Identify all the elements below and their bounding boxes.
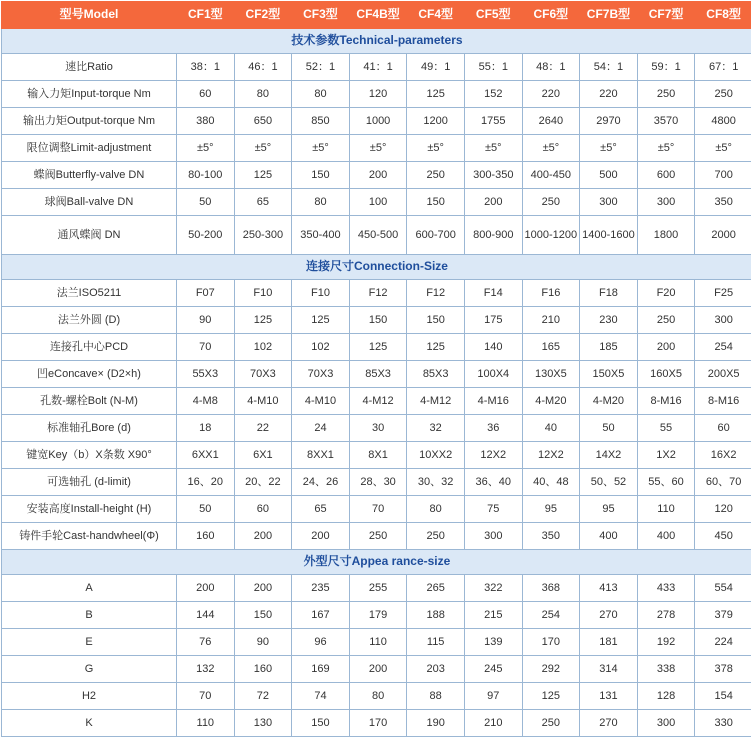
table-cell: 250 — [522, 189, 580, 216]
table-row — [2, 602, 751, 629]
table-cell: F14 — [464, 280, 522, 307]
table-cell: 292 — [522, 656, 580, 683]
table-cell: 144 — [177, 602, 235, 629]
table-cell: 6XX1 — [177, 442, 235, 469]
table-cell: 200 — [464, 189, 522, 216]
table-cell: 115 — [407, 629, 465, 656]
table-cell: F07 — [177, 280, 235, 307]
table-row — [2, 710, 751, 737]
table-cell: 250 — [695, 81, 751, 108]
table-cell: 50 — [177, 189, 235, 216]
table-cell: 152 — [464, 81, 522, 108]
table-cell: 203 — [407, 656, 465, 683]
table-cell: 338 — [637, 656, 695, 683]
table-cell: 40、48 — [522, 469, 580, 496]
table-cell: 54：1 — [580, 54, 638, 81]
table-row — [2, 442, 751, 469]
table-cell: 24、26 — [292, 469, 350, 496]
column-header-7: CF6型 — [522, 2, 580, 29]
table-cell: 250-300 — [234, 216, 292, 255]
table-cell: 4800 — [695, 108, 751, 135]
table-cell: 30 — [349, 415, 407, 442]
table-cell: 300-350 — [464, 162, 522, 189]
section-title: 技术参数Technical-parameters — [2, 29, 751, 54]
table-cell: 600-700 — [407, 216, 465, 255]
table-cell: 1000-1200 — [522, 216, 580, 255]
table-cell: 4-M20 — [522, 388, 580, 415]
table-cell: 179 — [349, 602, 407, 629]
specifications-table — [1, 1, 751, 737]
table-cell: 130X5 — [522, 361, 580, 388]
row-label: G — [2, 656, 177, 683]
table-cell: ±5° — [292, 135, 350, 162]
table-cell: 8-M16 — [637, 388, 695, 415]
table-cell: 192 — [637, 629, 695, 656]
table-cell: F10 — [292, 280, 350, 307]
table-cell: 110 — [349, 629, 407, 656]
table-cell: 100X4 — [464, 361, 522, 388]
table-cell: 60 — [177, 81, 235, 108]
table-cell: 150 — [234, 602, 292, 629]
table-cell: 28、30 — [349, 469, 407, 496]
table-cell: 36、40 — [464, 469, 522, 496]
table-row — [2, 629, 751, 656]
table-cell: 170 — [349, 710, 407, 737]
row-label: 限位调整Limit-adjustment — [2, 135, 177, 162]
table-cell: F16 — [522, 280, 580, 307]
table-cell: ±5° — [349, 135, 407, 162]
table-cell: 120 — [349, 81, 407, 108]
table-cell: 165 — [522, 334, 580, 361]
table-cell: 200 — [177, 575, 235, 602]
table-row — [2, 307, 751, 334]
table-cell: 300 — [580, 189, 638, 216]
table-cell: 2000 — [695, 216, 751, 255]
table-cell: 150 — [292, 162, 350, 189]
table-cell: 14X2 — [580, 442, 638, 469]
table-row — [2, 388, 751, 415]
table-cell: 150 — [407, 189, 465, 216]
row-label: 连接孔中心PCD — [2, 334, 177, 361]
table-cell: 350 — [522, 523, 580, 550]
table-cell: ±5° — [234, 135, 292, 162]
row-label: 凹еConcave× (D2×h) — [2, 361, 177, 388]
table-cell: 76 — [177, 629, 235, 656]
table-cell: 60 — [695, 415, 751, 442]
table-row — [2, 280, 751, 307]
table-cell: 200 — [234, 523, 292, 550]
table-cell: 450-500 — [349, 216, 407, 255]
table-cell: 210 — [464, 710, 522, 737]
table-cell: 160 — [234, 656, 292, 683]
table-cell: 110 — [177, 710, 235, 737]
table-cell: 70 — [177, 683, 235, 710]
table-cell: 49：1 — [407, 54, 465, 81]
row-label: 可选轴孔 (d-limit) — [2, 469, 177, 496]
table-cell: 250 — [522, 710, 580, 737]
table-cell: 80 — [407, 496, 465, 523]
table-cell: 181 — [580, 629, 638, 656]
table-cell: 55X3 — [177, 361, 235, 388]
table-row — [2, 575, 751, 602]
table-cell: 70 — [177, 334, 235, 361]
column-header-2: CF2型 — [234, 2, 292, 29]
section-title: 外型尺寸Appea rance-size — [2, 550, 751, 575]
table-cell: 1X2 — [637, 442, 695, 469]
table-cell: 125 — [234, 162, 292, 189]
table-cell: 90 — [177, 307, 235, 334]
table-cell: 250 — [637, 81, 695, 108]
table-cell: 330 — [695, 710, 751, 737]
table-cell: 160 — [177, 523, 235, 550]
row-label: 铸件手轮Cast-handwheel(Φ) — [2, 523, 177, 550]
table-cell: 200 — [349, 162, 407, 189]
table-cell: 125 — [349, 334, 407, 361]
table-cell: 50 — [177, 496, 235, 523]
table-cell: 72 — [234, 683, 292, 710]
table-cell: 85X3 — [407, 361, 465, 388]
table-cell: 250 — [349, 523, 407, 550]
row-label: 孔数-螺栓Bolt (N-M) — [2, 388, 177, 415]
table-cell: 16、20 — [177, 469, 235, 496]
table-cell: 270 — [580, 710, 638, 737]
table-cell: 75 — [464, 496, 522, 523]
table-cell: ±5° — [580, 135, 638, 162]
table-cell: ±5° — [464, 135, 522, 162]
table-cell: 278 — [637, 602, 695, 629]
table-cell: 120 — [695, 496, 751, 523]
table-cell: 67：1 — [695, 54, 751, 81]
table-row — [2, 415, 751, 442]
row-label: 通风蝶阀 DN — [2, 216, 177, 255]
table-cell: 150 — [407, 307, 465, 334]
table-cell: 160X5 — [637, 361, 695, 388]
table-cell: 1755 — [464, 108, 522, 135]
table-cell: 150X5 — [580, 361, 638, 388]
table-cell: 170 — [522, 629, 580, 656]
table-cell: 96 — [292, 629, 350, 656]
table-cell: 16X2 — [695, 442, 751, 469]
table-cell: 50-200 — [177, 216, 235, 255]
table-cell: 200 — [292, 523, 350, 550]
table-cell: 413 — [580, 575, 638, 602]
table-cell: 1200 — [407, 108, 465, 135]
table-cell: 4-M8 — [177, 388, 235, 415]
table-cell: 314 — [580, 656, 638, 683]
table-cell: 125 — [522, 683, 580, 710]
table-cell: 55 — [637, 415, 695, 442]
column-header-9: CF7型 — [637, 2, 695, 29]
table-cell: 270 — [580, 602, 638, 629]
column-header-8: CF7B型 — [580, 2, 638, 29]
table-cell: 200X5 — [695, 361, 751, 388]
table-cell: 40 — [522, 415, 580, 442]
table-cell: 200 — [234, 575, 292, 602]
table-cell: 22 — [234, 415, 292, 442]
table-cell: 10XX2 — [407, 442, 465, 469]
column-header-5: CF4型 — [407, 2, 465, 29]
table-row — [2, 656, 751, 683]
table-cell: 4-M12 — [407, 388, 465, 415]
table-cell: 450 — [695, 523, 751, 550]
table-row — [2, 469, 751, 496]
table-cell: 100 — [349, 189, 407, 216]
table-cell: 215 — [464, 602, 522, 629]
table-cell: 12X2 — [522, 442, 580, 469]
table-cell: 4-M12 — [349, 388, 407, 415]
table-cell: 190 — [407, 710, 465, 737]
table-cell: 2970 — [580, 108, 638, 135]
table-cell: 368 — [522, 575, 580, 602]
table-cell: 300 — [464, 523, 522, 550]
table-cell: ±5° — [522, 135, 580, 162]
table-cell: 130 — [234, 710, 292, 737]
table-cell: 400-450 — [522, 162, 580, 189]
table-cell: 220 — [522, 81, 580, 108]
table-cell: 700 — [695, 162, 751, 189]
row-label: 输入力矩Input-torque Nm — [2, 81, 177, 108]
table-cell: 650 — [234, 108, 292, 135]
section-title: 连接尺寸Connection-Size — [2, 255, 751, 280]
table-cell: 95 — [580, 496, 638, 523]
table-cell: 8-M16 — [695, 388, 751, 415]
table-cell: 48：1 — [522, 54, 580, 81]
table-cell: 235 — [292, 575, 350, 602]
column-header-model: 型号Model — [2, 2, 177, 29]
section-band-row — [2, 550, 751, 575]
table-cell: 245 — [464, 656, 522, 683]
table-cell: 250 — [407, 162, 465, 189]
table-cell: 1000 — [349, 108, 407, 135]
table-cell: 20、22 — [234, 469, 292, 496]
table-cell: 433 — [637, 575, 695, 602]
table-cell: 46：1 — [234, 54, 292, 81]
table-cell: 8X1 — [349, 442, 407, 469]
table-cell: 230 — [580, 307, 638, 334]
table-cell: 60 — [234, 496, 292, 523]
table-cell: ±5° — [407, 135, 465, 162]
table-cell: 300 — [637, 189, 695, 216]
table-row — [2, 135, 751, 162]
column-header-10: CF8型 — [695, 2, 751, 29]
table-cell: 250 — [637, 307, 695, 334]
section-band-row — [2, 29, 751, 54]
table-cell: 265 — [407, 575, 465, 602]
table-row — [2, 108, 751, 135]
table-cell: F12 — [407, 280, 465, 307]
table-cell: 175 — [464, 307, 522, 334]
table-cell: ±5° — [695, 135, 751, 162]
table-cell: 185 — [580, 334, 638, 361]
row-label: 安装高度Install-height (H) — [2, 496, 177, 523]
table-cell: 41：1 — [349, 54, 407, 81]
column-header-6: CF5型 — [464, 2, 522, 29]
row-label: B — [2, 602, 177, 629]
table-cell: 125 — [292, 307, 350, 334]
table-cell: 65 — [292, 496, 350, 523]
table-cell: 300 — [695, 307, 751, 334]
table-header-row — [2, 2, 751, 29]
table-cell: 400 — [637, 523, 695, 550]
table-cell: 150 — [292, 710, 350, 737]
table-cell: 131 — [580, 683, 638, 710]
row-label: K — [2, 710, 177, 737]
table-cell: 300 — [637, 710, 695, 737]
table-cell: 24 — [292, 415, 350, 442]
table-cell: 128 — [637, 683, 695, 710]
row-label: 球阀Ball-valve DN — [2, 189, 177, 216]
row-label: 蝶阀Butterfly-valve DN — [2, 162, 177, 189]
table-cell: 125 — [234, 307, 292, 334]
table-cell: 80 — [234, 81, 292, 108]
table-cell: 150 — [349, 307, 407, 334]
table-cell: 80 — [292, 189, 350, 216]
table-cell: 4-M16 — [464, 388, 522, 415]
table-cell: 400 — [580, 523, 638, 550]
table-cell: 254 — [695, 334, 751, 361]
table-cell: 88 — [407, 683, 465, 710]
table-cell: 322 — [464, 575, 522, 602]
table-cell: 90 — [234, 629, 292, 656]
row-label: A — [2, 575, 177, 602]
table-cell: 850 — [292, 108, 350, 135]
table-cell: 95 — [522, 496, 580, 523]
table-cell: 125 — [407, 81, 465, 108]
row-label: 法兰外圆 (D) — [2, 307, 177, 334]
table-cell: 379 — [695, 602, 751, 629]
table-cell: 554 — [695, 575, 751, 602]
row-label: H2 — [2, 683, 177, 710]
table-cell: 70X3 — [292, 361, 350, 388]
table-row — [2, 189, 751, 216]
table-cell: 139 — [464, 629, 522, 656]
table-cell: 254 — [522, 602, 580, 629]
section-band-row — [2, 255, 751, 280]
table-cell: 52：1 — [292, 54, 350, 81]
table-cell: 32 — [407, 415, 465, 442]
table-cell: 55：1 — [464, 54, 522, 81]
table-cell: F20 — [637, 280, 695, 307]
table-cell: F10 — [234, 280, 292, 307]
row-label: 标准轴孔Bore (d) — [2, 415, 177, 442]
table-cell: 60、70 — [695, 469, 751, 496]
table-cell: 224 — [695, 629, 751, 656]
row-label: 速比Ratio — [2, 54, 177, 81]
table-row — [2, 683, 751, 710]
table-cell: 70 — [349, 496, 407, 523]
table-cell: 500 — [580, 162, 638, 189]
table-cell: 350-400 — [292, 216, 350, 255]
table-cell: 200 — [637, 334, 695, 361]
table-cell: ±5° — [177, 135, 235, 162]
table-cell: 1400-1600 — [580, 216, 638, 255]
table-cell: 220 — [580, 81, 638, 108]
table-cell: 255 — [349, 575, 407, 602]
table-cell: 36 — [464, 415, 522, 442]
column-header-4: CF4B型 — [349, 2, 407, 29]
table-cell: 169 — [292, 656, 350, 683]
row-label: 输出力矩Output-torque Nm — [2, 108, 177, 135]
table-cell: 80-100 — [177, 162, 235, 189]
table-row — [2, 216, 751, 255]
row-label: E — [2, 629, 177, 656]
row-label: 法兰ISO5211 — [2, 280, 177, 307]
table-cell: ±5° — [637, 135, 695, 162]
table-cell: 140 — [464, 334, 522, 361]
table-cell: 250 — [407, 523, 465, 550]
table-cell: 4-M10 — [234, 388, 292, 415]
table-cell: 65 — [234, 189, 292, 216]
table-cell: 4-M20 — [580, 388, 638, 415]
table-cell: 188 — [407, 602, 465, 629]
table-cell: 18 — [177, 415, 235, 442]
table-cell: F12 — [349, 280, 407, 307]
table-cell: 80 — [292, 81, 350, 108]
table-cell: 70X3 — [234, 361, 292, 388]
table-cell: 600 — [637, 162, 695, 189]
table-row — [2, 81, 751, 108]
table-cell: 154 — [695, 683, 751, 710]
table-row — [2, 361, 751, 388]
table-row — [2, 523, 751, 550]
table-cell: F25 — [695, 280, 751, 307]
table-row — [2, 54, 751, 81]
table-cell: 50、52 — [580, 469, 638, 496]
table-cell: 200 — [349, 656, 407, 683]
table-cell: 167 — [292, 602, 350, 629]
table-cell: 12X2 — [464, 442, 522, 469]
table-cell: 2640 — [522, 108, 580, 135]
table-cell: 350 — [695, 189, 751, 216]
table-cell: 4-M10 — [292, 388, 350, 415]
table-cell: 110 — [637, 496, 695, 523]
table-cell: F18 — [580, 280, 638, 307]
table-cell: 380 — [177, 108, 235, 135]
table-cell: 102 — [292, 334, 350, 361]
table-cell: 8XX1 — [292, 442, 350, 469]
table-cell: 378 — [695, 656, 751, 683]
table-cell: 38：1 — [177, 54, 235, 81]
column-header-3: CF3型 — [292, 2, 350, 29]
table-cell: 132 — [177, 656, 235, 683]
table-cell: 80 — [349, 683, 407, 710]
table-cell: 210 — [522, 307, 580, 334]
table-cell: 1800 — [637, 216, 695, 255]
table-cell: 30、32 — [407, 469, 465, 496]
table-row — [2, 496, 751, 523]
table-cell: 102 — [234, 334, 292, 361]
table-cell: 6X1 — [234, 442, 292, 469]
row-label: 键宽Key（b）X条数 X90° — [2, 442, 177, 469]
table-cell: 50 — [580, 415, 638, 442]
table-cell: 3570 — [637, 108, 695, 135]
table-cell: 125 — [407, 334, 465, 361]
table-row — [2, 162, 751, 189]
table-cell: 55、60 — [637, 469, 695, 496]
table-cell: 59：1 — [637, 54, 695, 81]
column-header-1: CF1型 — [177, 2, 235, 29]
table-row — [2, 334, 751, 361]
table-cell: 74 — [292, 683, 350, 710]
table-cell: 85X3 — [349, 361, 407, 388]
table-cell: 800-900 — [464, 216, 522, 255]
table-cell: 97 — [464, 683, 522, 710]
